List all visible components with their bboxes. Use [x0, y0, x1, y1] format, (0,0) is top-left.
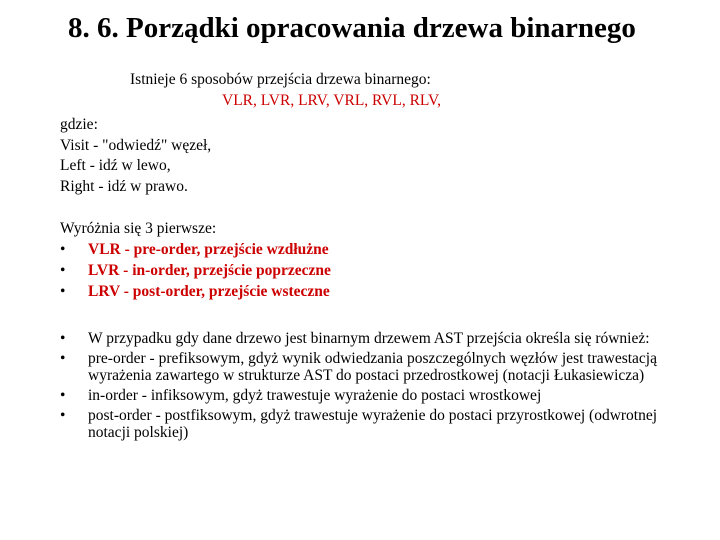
definitions-heading: gdzie: — [60, 116, 98, 133]
highlight-item-text: LVR - in-order, przejście poprzeczne — [88, 262, 331, 279]
highlight-item-text: VLR - pre-order, przejście wzdłużne — [88, 241, 329, 258]
traversal-item — [60, 407, 670, 441]
bullet-icon: • — [60, 350, 66, 367]
highlight-block — [60, 218, 331, 302]
slide-title: 8. 6. Porządki opracowania drzewa binarnego — [68, 12, 636, 44]
definitions-block — [60, 115, 211, 197]
bullet-icon: • — [60, 387, 66, 404]
traversal-item — [60, 350, 670, 384]
traversal-orders-list: VLR, LVR, LRV, VRL, RVL, RLV, — [222, 92, 442, 109]
traversal-item-text: pre-order - prefiksowym, gdyż wynik odwiedzania poszczególnych węzłów jest trawestacją wyrażenia zawartego w strukturze AST do postaci przedrostkowej (notacji Łukasiewicza) — [88, 350, 657, 384]
intro-text: Istnieje 6 sposobów przejścia drzewa binarnego: — [130, 71, 431, 88]
traversal-item — [60, 330, 670, 347]
traversal-item-text: in-order - infiksowym, gdyż trawestuje wyrażenie do postaci wrostkowej — [88, 387, 542, 404]
highlight-item — [60, 281, 331, 302]
bullet-icon: • — [60, 407, 66, 424]
bullet-icon: • — [60, 262, 66, 279]
highlight-heading: Wyróżnia się 3 pierwsze: — [60, 220, 217, 237]
traversal-item-text: W przypadku gdy dane drzewo jest binarnym drzewem AST przejścia określa się również: — [88, 330, 650, 347]
bullet-icon: • — [60, 330, 66, 347]
bullet-icon: • — [60, 241, 66, 258]
definition-visit: Visit - "odwiedź" węzeł, — [60, 136, 212, 154]
traversal-item-text: post-order - postfiksowym, gdyż trawestuje wyrażenie do postaci przyrostkowej (odwrotnej notacji polskiej) — [88, 407, 658, 441]
highlight-item — [60, 239, 331, 260]
definition-right: Right - idź w prawo. — [60, 177, 188, 195]
bullet-icon: • — [60, 283, 66, 300]
definition-left: Left - idź w lewo, — [60, 157, 171, 174]
ast-traversal-block — [60, 330, 670, 444]
highlight-item-text: LRV - post-order, przejście wsteczne — [88, 283, 330, 300]
traversal-item — [60, 387, 670, 404]
highlight-item — [60, 260, 331, 281]
